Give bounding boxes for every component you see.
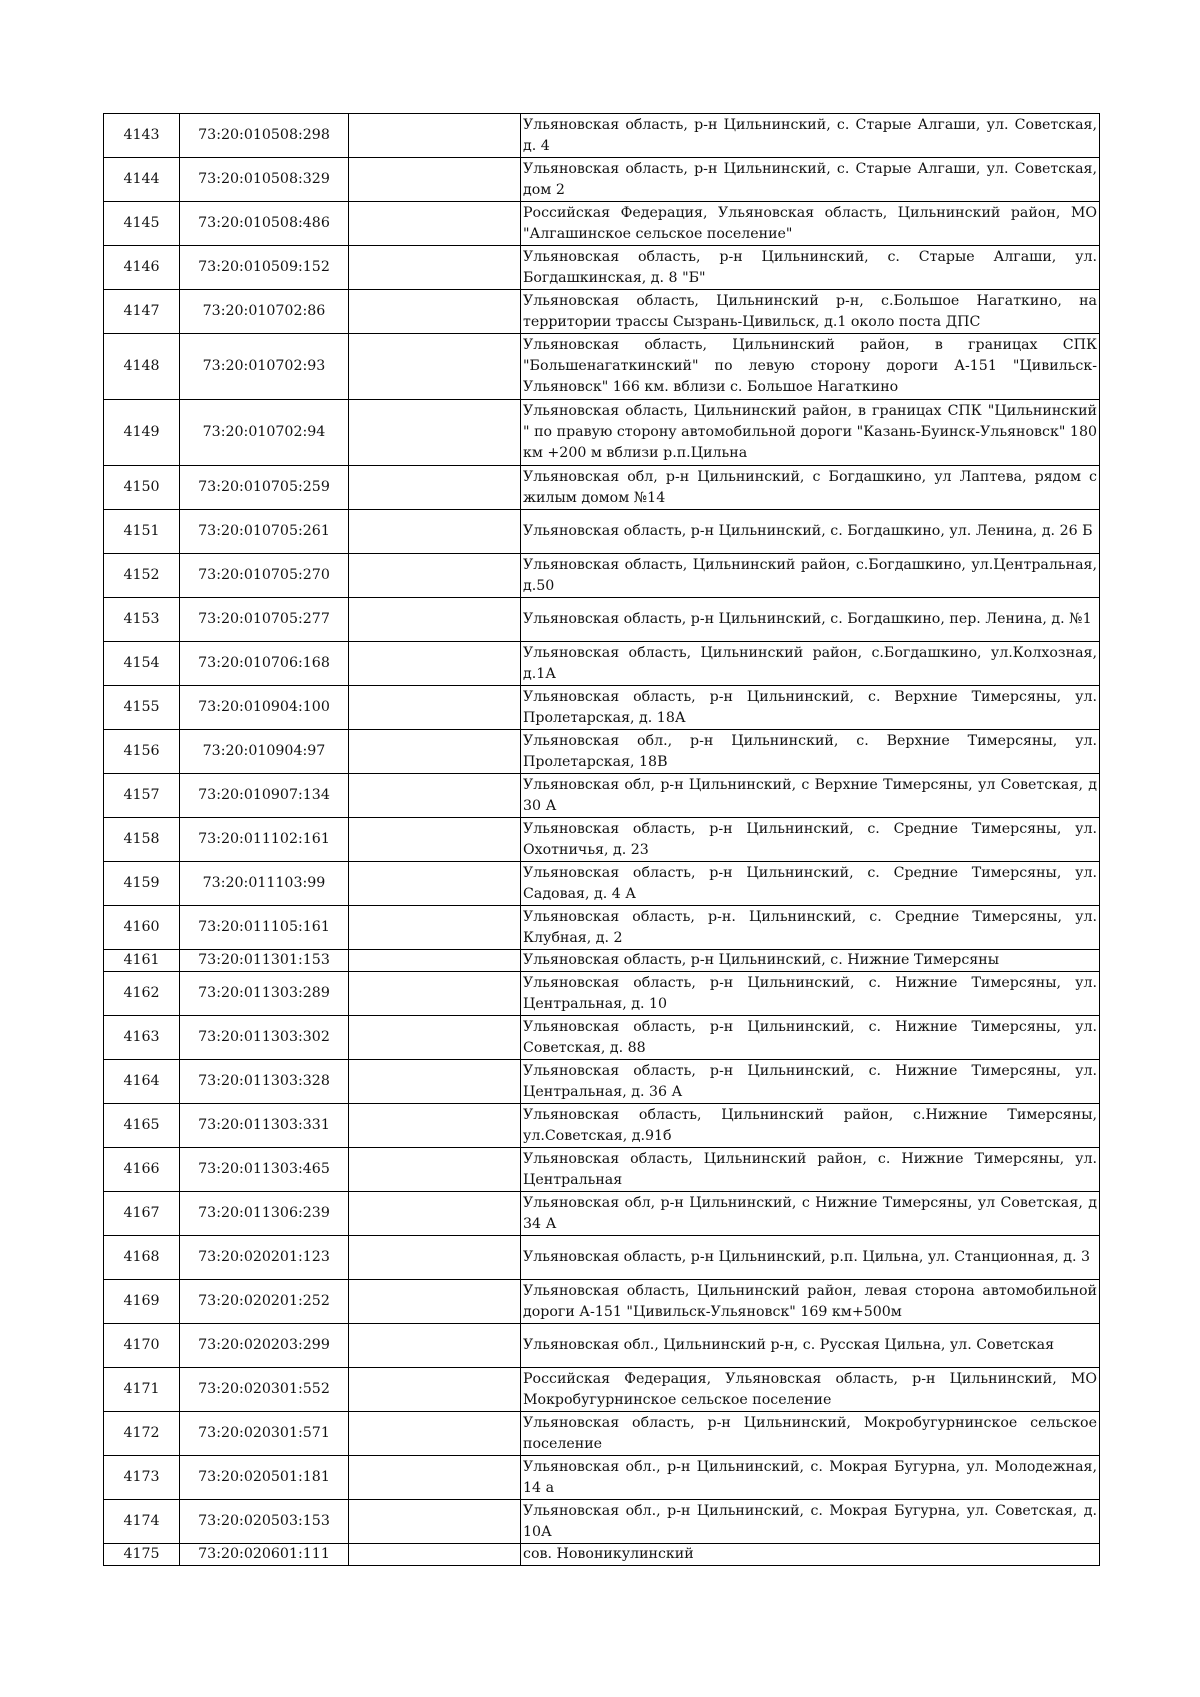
empty-cell — [349, 1412, 521, 1456]
table-row — [104, 1192, 1100, 1236]
empty-cell — [349, 1324, 521, 1368]
address-cell: Ульяновская область, р-н Цильнинский, с. Старые Алгаши, ул. Советская, дом 2 — [521, 158, 1100, 202]
row-number-cell: 4173 — [104, 1456, 180, 1500]
row-number-cell: 4146 — [104, 246, 180, 290]
table-row — [104, 1412, 1100, 1456]
address-cell: Ульяновская область, р-н. Цильнинский, с. Средние Тимерсяны, ул. Клубная, д. 2 — [521, 906, 1100, 950]
cadastral-number-cell: 73:20:011303:302 — [180, 1016, 349, 1060]
empty-cell — [349, 290, 521, 334]
row-number-cell: 4160 — [104, 906, 180, 950]
cadastral-number-cell: 73:20:010508:486 — [180, 202, 349, 246]
row-number-cell: 4168 — [104, 1236, 180, 1280]
empty-cell — [349, 862, 521, 906]
row-number-cell: 4172 — [104, 1412, 180, 1456]
table-row — [104, 1104, 1100, 1148]
table-row — [104, 906, 1100, 950]
table-row — [104, 642, 1100, 686]
address-cell: Российская Федерация, Ульяновская область, р-н Цильнинский, МО Мокробугурнинское сельское поселение — [521, 1368, 1100, 1412]
table-row — [104, 114, 1100, 158]
row-number-cell: 4171 — [104, 1368, 180, 1412]
cadastral-number-cell: 73:20:011105:161 — [180, 906, 349, 950]
address-cell: Ульяновская область, р-н Цильнинский, с. Старые Алгаши, ул. Богдашкинская, д. 8 "Б" — [521, 246, 1100, 290]
empty-cell — [349, 202, 521, 246]
cadastral-number-cell: 73:20:020203:299 — [180, 1324, 349, 1368]
cadastral-number-cell: 73:20:010705:259 — [180, 466, 349, 510]
cadastral-number-cell: 73:20:010702:86 — [180, 290, 349, 334]
row-number-cell: 4147 — [104, 290, 180, 334]
row-number-cell: 4144 — [104, 158, 180, 202]
empty-cell — [349, 1500, 521, 1544]
cadastral-number-cell: 73:20:010509:152 — [180, 246, 349, 290]
table-row — [104, 1324, 1100, 1368]
table-row — [104, 1016, 1100, 1060]
address-cell: Ульяновская область, Цильнинский район, в границах СПК "Цильнинский " по правую сторону автомобильной дороги "Казань-Буинск-Ульяновск" 180 км +200 м вблизи р.п.Цильна — [521, 400, 1100, 466]
empty-cell — [349, 1060, 521, 1104]
table-row — [104, 950, 1100, 972]
empty-cell — [349, 1544, 521, 1566]
table-row — [104, 1060, 1100, 1104]
table-row — [104, 686, 1100, 730]
empty-cell — [349, 642, 521, 686]
row-number-cell: 4155 — [104, 686, 180, 730]
table-row — [104, 400, 1100, 466]
row-number-cell: 4159 — [104, 862, 180, 906]
cadastral-number-cell: 73:20:010508:329 — [180, 158, 349, 202]
row-number-cell: 4162 — [104, 972, 180, 1016]
row-number-cell: 4158 — [104, 818, 180, 862]
table-row — [104, 1500, 1100, 1544]
empty-cell — [349, 598, 521, 642]
empty-cell — [349, 114, 521, 158]
table-row — [104, 290, 1100, 334]
address-cell: Ульяновская обл., р-н Цильнинский, с. Мокрая Бугурна, ул. Советская, д. 10А — [521, 1500, 1100, 1544]
row-number-cell: 4169 — [104, 1280, 180, 1324]
cadastral-number-cell: 73:20:010904:97 — [180, 730, 349, 774]
cadastral-number-cell: 73:20:011102:161 — [180, 818, 349, 862]
address-cell: Ульяновская обл., р-н Цильнинский, с. Верхние Тимерсяны, ул. Пролетарская, 18В — [521, 730, 1100, 774]
empty-cell — [349, 906, 521, 950]
address-cell: Ульяновская область, Цильнинский район, левая сторона автомобильной дороги А-151 "Цивильск-Ульяновск" 169 км+500м — [521, 1280, 1100, 1324]
table-row — [104, 334, 1100, 400]
cadastral-number-cell: 73:20:010904:100 — [180, 686, 349, 730]
empty-cell — [349, 950, 521, 972]
address-cell: Ульяновская область, р-н Цильнинский, с. Нижние Тимерсяны, ул. Центральная, д. 10 — [521, 972, 1100, 1016]
address-cell: Ульяновская область, р-н Цильнинский, с. Нижние Тимерсяны — [521, 950, 1100, 972]
cadastral-number-cell: 73:20:010705:270 — [180, 554, 349, 598]
table-row — [104, 1236, 1100, 1280]
address-cell: Ульяновская область, р-н Цильнинский, с. Богдашкино, ул. Ленина, д. 26 Б — [521, 510, 1100, 554]
empty-cell — [349, 818, 521, 862]
row-number-cell: 4156 — [104, 730, 180, 774]
cadastral-number-cell: 73:20:010706:168 — [180, 642, 349, 686]
address-cell: Ульяновская область, Цильнинский р-н, с.Большое Нагаткино, на территории трассы Сызрань-Цивильск, д.1 около поста ДПС — [521, 290, 1100, 334]
empty-cell — [349, 1148, 521, 1192]
table-row — [104, 1544, 1100, 1566]
empty-cell — [349, 510, 521, 554]
registry-table — [103, 113, 1100, 1566]
cadastral-number-cell: 73:20:020301:571 — [180, 1412, 349, 1456]
table-row — [104, 510, 1100, 554]
row-number-cell: 4175 — [104, 1544, 180, 1566]
address-cell: Ульяновская область, р-н Цильнинский, с. Средние Тимерсяны, ул. Охотничья, д. 23 — [521, 818, 1100, 862]
empty-cell — [349, 1192, 521, 1236]
table-row — [104, 1456, 1100, 1500]
address-cell: Ульяновская обл, р-н Цильнинский, с Верхние Тимерсяны, ул Советская, д 30 А — [521, 774, 1100, 818]
table-row — [104, 598, 1100, 642]
cadastral-number-cell: 73:20:020201:252 — [180, 1280, 349, 1324]
table-row — [104, 1148, 1100, 1192]
empty-cell — [349, 334, 521, 400]
row-number-cell: 4145 — [104, 202, 180, 246]
row-number-cell: 4164 — [104, 1060, 180, 1104]
cadastral-number-cell: 73:20:020501:181 — [180, 1456, 349, 1500]
address-cell: Ульяновская область, р-н Цильнинский, с. Средние Тимерсяны, ул. Садовая, д. 4 А — [521, 862, 1100, 906]
cadastral-number-cell: 73:20:011103:99 — [180, 862, 349, 906]
empty-cell — [349, 686, 521, 730]
address-cell: Ульяновская область, Цильнинский район, с.Богдашкино, ул.Центральная, д.50 — [521, 554, 1100, 598]
address-cell: Ульяновская обл, р-н Цильнинский, с Нижние Тимерсяны, ул Советская, д 34 А — [521, 1192, 1100, 1236]
cadastral-number-cell: 73:20:010907:134 — [180, 774, 349, 818]
address-cell: сов. Новоникулинский — [521, 1544, 1100, 1566]
row-number-cell: 4149 — [104, 400, 180, 466]
address-cell: Ульяновская область, Цильнинский район, с.Нижние Тимерсяны, ул.Советская, д.91б — [521, 1104, 1100, 1148]
cadastral-number-cell: 73:20:010508:298 — [180, 114, 349, 158]
cadastral-number-cell: 73:20:011303:289 — [180, 972, 349, 1016]
cadastral-number-cell: 73:20:010702:93 — [180, 334, 349, 400]
row-number-cell: 4143 — [104, 114, 180, 158]
empty-cell — [349, 400, 521, 466]
empty-cell — [349, 1456, 521, 1500]
row-number-cell: 4166 — [104, 1148, 180, 1192]
row-number-cell: 4163 — [104, 1016, 180, 1060]
address-cell: Ульяновская обл., Цильнинский р-н, с. Русская Цильна, ул. Советская — [521, 1324, 1100, 1368]
empty-cell — [349, 774, 521, 818]
table-row — [104, 246, 1100, 290]
table-row — [104, 554, 1100, 598]
cadastral-number-cell: 73:20:011303:331 — [180, 1104, 349, 1148]
cadastral-number-cell: 73:20:020301:552 — [180, 1368, 349, 1412]
cadastral-number-cell: 73:20:020201:123 — [180, 1236, 349, 1280]
address-cell: Ульяновская область, р-н Цильнинский, с. Нижние Тимерсяны, ул. Советская, д. 88 — [521, 1016, 1100, 1060]
cadastral-number-cell: 73:20:011306:239 — [180, 1192, 349, 1236]
row-number-cell: 4161 — [104, 950, 180, 972]
row-number-cell: 4170 — [104, 1324, 180, 1368]
address-cell: Ульяновская область, Цильнинский район, в границах СПК "Большенагаткинский" по левую сторону дороги А-151 "Цивильск-Ульяновск" 166 км. вблизи с. Большое Нагаткино — [521, 334, 1100, 400]
table-row — [104, 202, 1100, 246]
table-row — [104, 158, 1100, 202]
row-number-cell: 4150 — [104, 466, 180, 510]
address-cell: Ульяновская область, р-н Цильнинский, Мокробугурнинское сельское поселение — [521, 1412, 1100, 1456]
address-cell: Ульяновская обл, р-н Цильнинский, с Богдашкино, ул Лаптева, рядом с жилым домом №14 — [521, 466, 1100, 510]
empty-cell — [349, 246, 521, 290]
table-row — [104, 1280, 1100, 1324]
row-number-cell: 4153 — [104, 598, 180, 642]
table-row — [104, 972, 1100, 1016]
row-number-cell: 4174 — [104, 1500, 180, 1544]
address-cell: Ульяновская обл., р-н Цильнинский, с. Мокрая Бугурна, ул. Молодежная, 14 а — [521, 1456, 1100, 1500]
table-row — [104, 774, 1100, 818]
address-cell: Ульяновская область, р-н Цильнинский, с. Богдашкино, пер. Ленина, д. №1 — [521, 598, 1100, 642]
empty-cell — [349, 730, 521, 774]
cadastral-number-cell: 73:20:011303:465 — [180, 1148, 349, 1192]
row-number-cell: 4152 — [104, 554, 180, 598]
empty-cell — [349, 972, 521, 1016]
cadastral-number-cell: 73:20:010705:277 — [180, 598, 349, 642]
empty-cell — [349, 1368, 521, 1412]
empty-cell — [349, 1016, 521, 1060]
address-cell: Ульяновская область, р-н Цильнинский, с. Нижние Тимерсяны, ул. Центральная, д. 36 А — [521, 1060, 1100, 1104]
cadastral-number-cell: 73:20:011301:153 — [180, 950, 349, 972]
empty-cell — [349, 158, 521, 202]
cadastral-number-cell: 73:20:020601:111 — [180, 1544, 349, 1566]
empty-cell — [349, 554, 521, 598]
empty-cell — [349, 1280, 521, 1324]
address-cell: Ульяновская область, р-н Цильнинский, с. Старые Алгаши, ул. Советская, д. 4 — [521, 114, 1100, 158]
table-row — [104, 862, 1100, 906]
cadastral-number-cell: 73:20:020503:153 — [180, 1500, 349, 1544]
registry-table-body — [104, 114, 1100, 1566]
empty-cell — [349, 466, 521, 510]
row-number-cell: 4148 — [104, 334, 180, 400]
row-number-cell: 4167 — [104, 1192, 180, 1236]
address-cell: Ульяновская область, р-н Цильнинский, р.п. Цильна, ул. Станционная, д. 3 — [521, 1236, 1100, 1280]
row-number-cell: 4165 — [104, 1104, 180, 1148]
empty-cell — [349, 1236, 521, 1280]
cadastral-number-cell: 73:20:010702:94 — [180, 400, 349, 466]
row-number-cell: 4151 — [104, 510, 180, 554]
row-number-cell: 4157 — [104, 774, 180, 818]
row-number-cell: 4154 — [104, 642, 180, 686]
table-row — [104, 1368, 1100, 1412]
address-cell: Ульяновская область, Цильнинский район, с.Богдашкино, ул.Колхозная, д.1А — [521, 642, 1100, 686]
table-row — [104, 730, 1100, 774]
address-cell: Ульяновская область, Цильнинский район, с. Нижние Тимерсяны, ул. Центральная — [521, 1148, 1100, 1192]
address-cell: Ульяновская область, р-н Цильнинский, с. Верхние Тимерсяны, ул. Пролетарская, д. 18А — [521, 686, 1100, 730]
table-row — [104, 466, 1100, 510]
cadastral-number-cell: 73:20:011303:328 — [180, 1060, 349, 1104]
cadastral-number-cell: 73:20:010705:261 — [180, 510, 349, 554]
empty-cell — [349, 1104, 521, 1148]
address-cell: Российская Федерация, Ульяновская область, Цильнинский район, МО "Алгашинское сельское поселение" — [521, 202, 1100, 246]
table-row — [104, 818, 1100, 862]
